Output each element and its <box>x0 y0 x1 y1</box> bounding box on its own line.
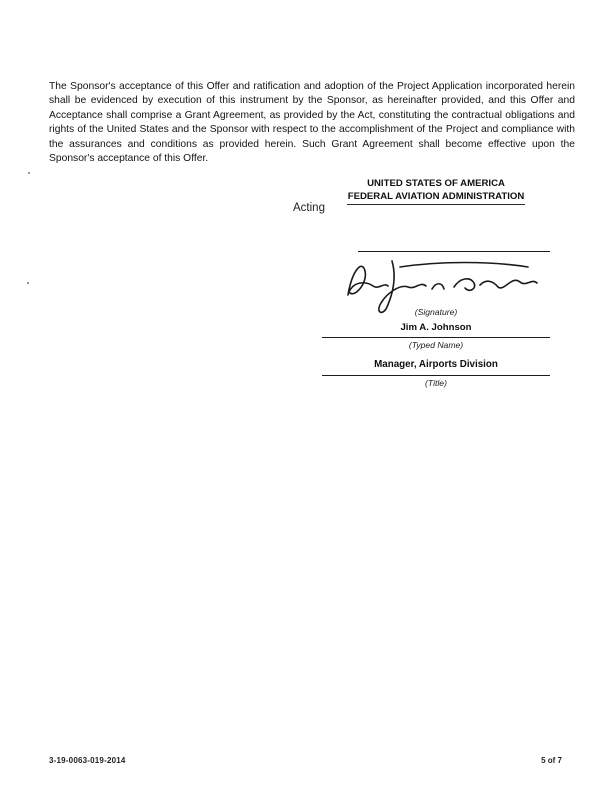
typed-name-line <box>322 337 550 338</box>
acceptance-paragraph: The Sponsor's acceptance of this Offer and ratification and adoption of the Project Application incorporated herein shall be evidenced by execution of this instrument by the Sponsor, as hereinafter provided, and this Offer and Acceptance shall comprise a Grant Agreement, as provided by the Act, constituting the contractual obligations and rights of the United States and the Sponsor with respect to the accomplishment of the Project and compliance with the assurances and conditions as provided herein. Such Grant Agreement shall become effective upon the Sponsor's acceptance of this Offer. <box>49 81 575 165</box>
signatory-block <box>322 178 550 388</box>
handwritten-signature <box>340 237 540 321</box>
title-line <box>322 375 550 376</box>
acting-label: Acting <box>293 202 325 214</box>
typed-name-text: Jim A. Johnson <box>400 322 472 334</box>
pen-stroke-line <box>347 204 525 205</box>
scan-artifact-dot <box>28 172 30 174</box>
signature-caption: (Signature) <box>414 307 458 318</box>
title-text: Manager, Airports Division <box>374 359 498 371</box>
signature-area <box>322 251 550 305</box>
typed-name-caption: (Typed Name) <box>408 340 464 351</box>
footer-page-number: 5 of 7 <box>541 756 562 765</box>
title-caption: (Title) <box>425 378 447 389</box>
scan-artifact-dot <box>27 282 29 284</box>
org-name-line1: UNITED STATES OF AMERICA <box>367 178 505 189</box>
org-name-line2: FEDERAL AVIATION ADMINISTRATION <box>347 190 525 202</box>
footer-grant-number: 3-19-0063-019-2014 <box>49 756 126 765</box>
